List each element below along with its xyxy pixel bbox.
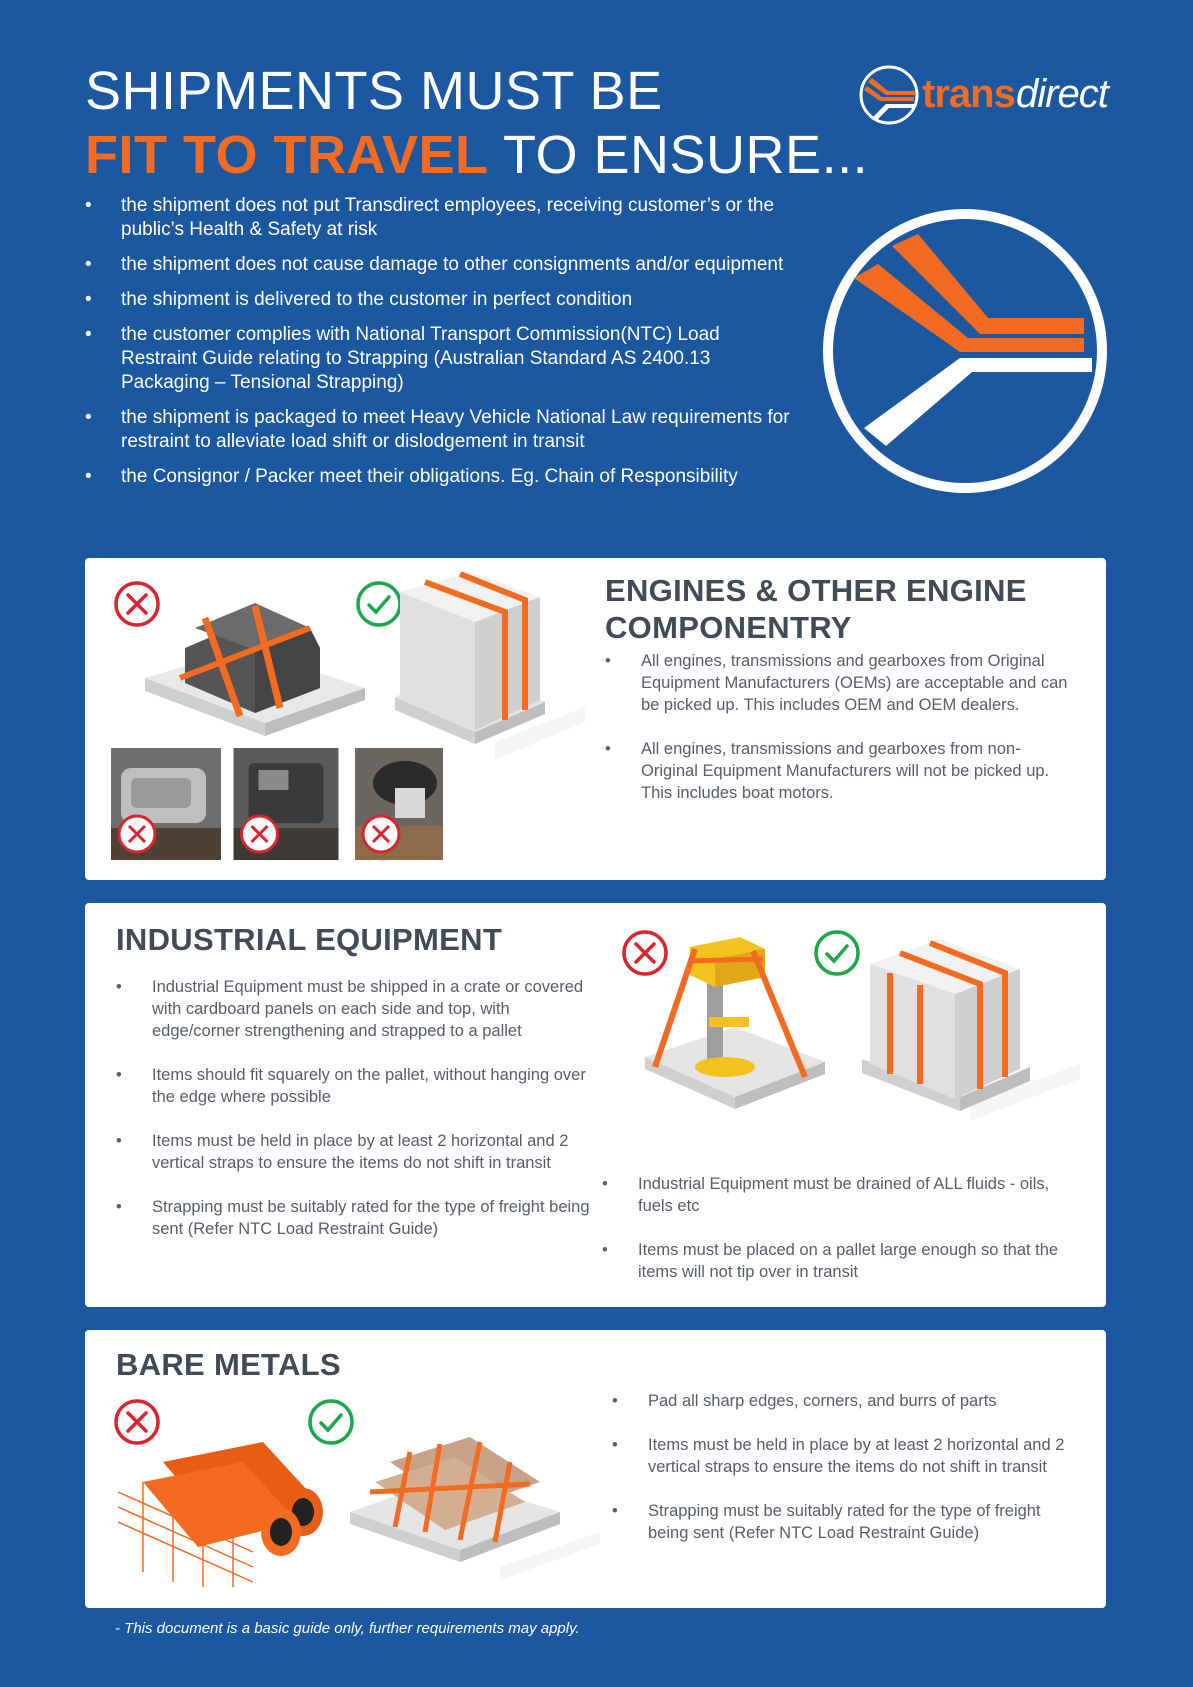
check-icon xyxy=(813,929,861,977)
industrial-title: INDUSTRIAL EQUIPMENT xyxy=(116,922,503,957)
transdirect-logo xyxy=(858,64,1116,126)
list-item: • Items must be placed on a pallet large enough so that the items will not tip over in transit xyxy=(602,1239,1082,1283)
bare-metals-title: BARE METALS xyxy=(116,1347,341,1382)
logo-text-direct: direct xyxy=(1016,72,1108,116)
engine-photo xyxy=(231,748,341,860)
industrial-section xyxy=(85,903,1106,1307)
footer-disclaimer: - This document is a basic guide only, further requirements may apply. xyxy=(115,1620,580,1637)
intro-bullet: • the customer complies with National Transport Commission(NTC) Load Restraint Guide relating to Strapping (Australian Standard AS 2400.13 Packaging – Tensional Strapping) xyxy=(85,323,795,395)
bare-metals-bullet-list xyxy=(612,1390,1082,1566)
page-title-line1: SHIPMENTS MUST BE xyxy=(85,61,663,121)
check-icon xyxy=(307,1398,355,1446)
intro-bullet: • the shipment does not cause damage to other consignments and/or equipment xyxy=(85,253,795,277)
list-item: • Industrial Equipment must be shipped in a crate or covered with cardboard panels on each side and top, with edge/corner strengthening and strapped to a pallet xyxy=(116,976,596,1042)
logo-emblem-icon xyxy=(858,64,920,126)
transdirect-emblem-icon xyxy=(820,206,1110,496)
list-item: • Items must be held in place by at least 2 horizontal and 2 vertical straps to ensure the items do not shift in transit xyxy=(116,1130,596,1174)
industrial-bullet-list-left xyxy=(116,976,596,1262)
intro-bullet: • the Consignor / Packer meet their obligations. Eg. Chain of Responsibility xyxy=(85,465,795,489)
title-rest: TO ENSURE... xyxy=(488,125,869,185)
title-highlight: FIT TO TRAVEL xyxy=(85,125,489,185)
intro-bullet: • the shipment does not put Transdirect employees, receiving customer’s or the public’s Health & Safety at risk xyxy=(85,194,795,242)
engines-section xyxy=(85,558,1106,880)
list-item: • Strapping must be suitably rated for the type of freight being sent (Refer NTC Load Restraint Guide) xyxy=(116,1196,596,1240)
list-item: • All engines, transmissions and gearboxes from non-Original Equipment Manufacturers will not be picked up. This includes boat motors. xyxy=(605,738,1075,804)
intro-bullet: • the shipment is delivered to the customer in perfect condition xyxy=(85,288,795,312)
bare-metals-section xyxy=(85,1330,1106,1608)
boat-motor-photo xyxy=(344,748,454,860)
drill-press-illustration xyxy=(645,937,835,1127)
list-item: • All engines, transmissions and gearboxes from Original Equipment Manufacturers (OEMs) are acceptable and can be picked up. This includes OEM and OEM dealers. xyxy=(605,650,1075,716)
crated-equipment-illustration xyxy=(860,939,1080,1129)
intro-bullet-list xyxy=(85,194,795,500)
intro-bullet: • the shipment is packaged to meet Heavy Vehicle National Law requirements for restraint to alleviate load shift or dislodgement in transit xyxy=(85,406,795,454)
bare-metal-coils-illustration xyxy=(113,1422,343,1592)
engines-title: ENGINES & OTHER ENGINE COMPONENTRY xyxy=(605,573,1027,645)
list-item: • Items must be held in place by at least 2 horizontal and 2 vertical straps to ensure the items do not shift in transit xyxy=(612,1434,1082,1478)
list-item: • Strapping must be suitably rated for the type of freight being sent (Refer NTC Load Restraint Guide) xyxy=(612,1500,1082,1544)
list-item: • Items should fit squarely on the pallet, without hanging over the edge where possible xyxy=(116,1064,596,1108)
logo-text-trans: trans xyxy=(922,72,1015,116)
crated-engine-illustration xyxy=(385,572,585,762)
list-item: • Pad all sharp edges, corners, and burrs of parts xyxy=(612,1390,1082,1412)
list-item: • Industrial Equipment must be drained of ALL fluids - oils, fuels etc xyxy=(602,1173,1082,1217)
transmission-photo xyxy=(111,748,221,860)
page-title-line2 xyxy=(85,126,868,185)
industrial-bullet-list-right xyxy=(602,1173,1082,1305)
padded-coils-on-pallet-illustration xyxy=(350,1422,600,1582)
engines-bullet-list xyxy=(605,650,1075,826)
engine-on-pallet-illustration xyxy=(135,588,375,738)
